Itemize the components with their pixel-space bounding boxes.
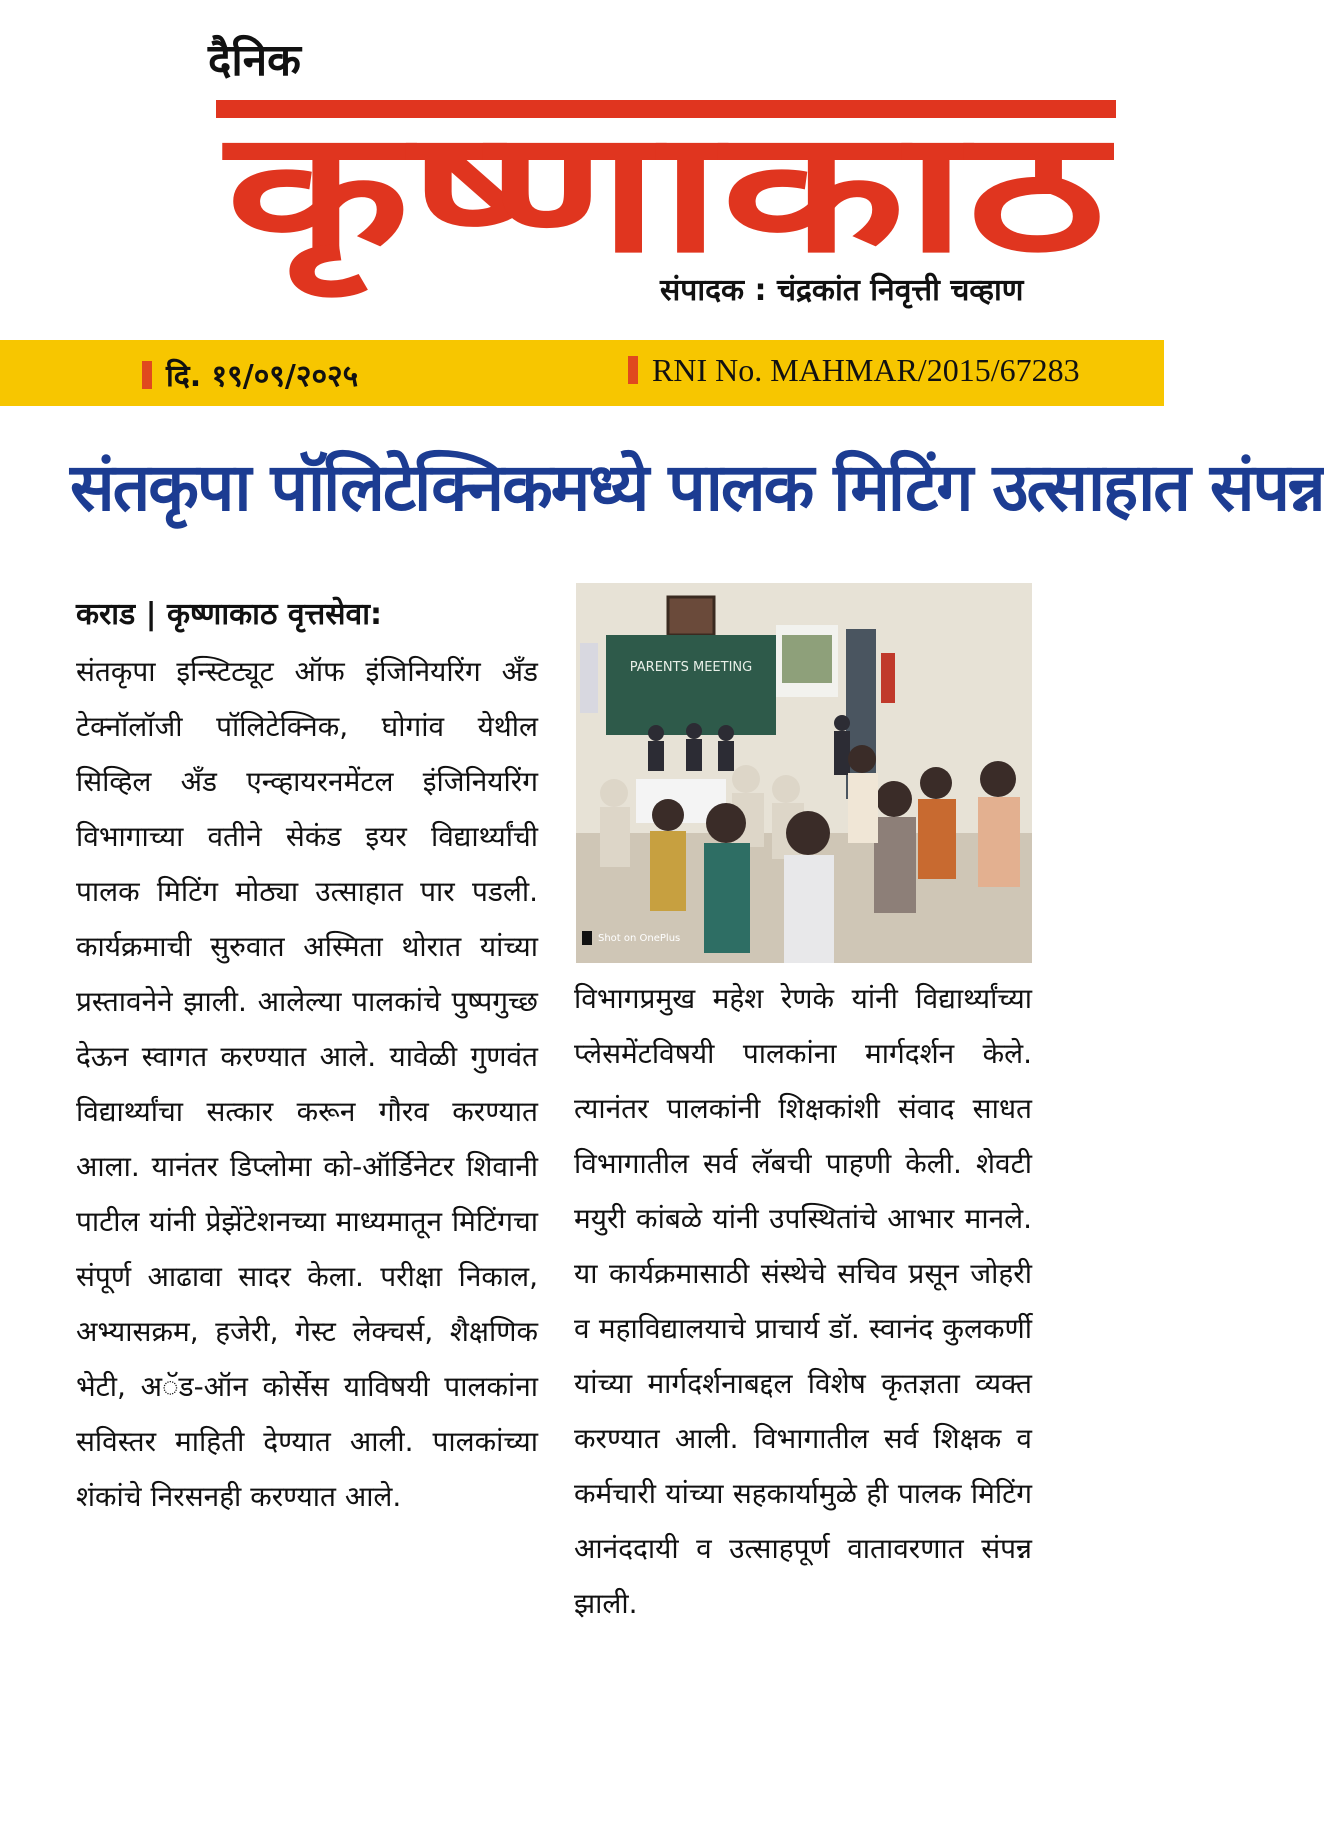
issue-date [142, 354, 358, 395]
column-right-text: विभागप्रमुख महेश रेणके यांनी विद्यार्थ्यांच्या प्लेसमेंटविषयी पालकांना मार्गदर्शन केले. त्यानंतर पालकांनी शिक्षकांशी संवाद साधत विभागातील सर्व लॅबची पाहणी केली. शेवटी मयुरी कांबळे यांनी उपस्थितांचे आभार मानले. या कार्यक्रमासाठी संस्थेचे सचिव प्रसून जोहरी व महाविद्यालयाचे प्राचार्य डॉ. स्वानंद कुलकर्णी यांच्या मार्गदर्शनाबद्दल विशेष कृतज्ञता व्यक्त करण्यात आली. विभागातील सर्व शिक्षक व कर्मचारी यांच्या सहकार्यामुळे ही पालक मिटिंग आनंददायी व उत्साहपूर्ण वातावरणात संपन्न झाली. [574, 982, 1033, 1620]
photo-watermark: Shot on OnePlus [598, 933, 681, 944]
info-band [0, 340, 1164, 406]
logo-wordmark: कृष्णाकाठ [226, 94, 845, 290]
issue-date-text: दि. १९/०९/२०२५ [166, 359, 359, 394]
editor-credit: संपादक : चंद्रकांत निवृत्ती चव्हाण [660, 273, 1024, 308]
column-left-text: संतकृपा इन्स्टिट्यूट ऑफ इंजिनियरिंग अँड टेक्नॉलॉजी पॉलिटेक्निक, घोगांव येथील सिव्हिल अँड एन्व्हायरनमेंटल इंजिनियरिंग विभागाच्या वतीने सेकंड इयर विद्यार्थ्यांची पालक मिटिंग मोठ्या उत्साहात पार पडली. कार्यक्रमाची सुरुवात अस्मिता थोरात यांच्या प्रस्तावनेने झाली. आलेल्या पालकांचे पुष्पगुच्छ देऊन स्वागत करण्यात आले. यावेळी गुणवंत विद्यार्थ्यांचा सत्कार करून गौरव करण्यात आला. यानंतर डिप्लोमा को-ऑर्डिनेटर शिवानी पाटील यांनी प्रेझेंटेशनच्या माध्यमातून मिटिंगचा संपूर्ण आढावा सादर केला. परीक्षा निकाल, अभ्यासक्रम, हजेरी, गेस्ट लेक्चर्स, शैक्षणिक भेटी, अॅड-ऑन कोर्सेस याविषयी पालकांना सविस्तर माहिती देण्यात आली. पालकांच्या शंकांचे निरसनही करण्यात आले. [76, 655, 538, 1513]
event-photo [576, 583, 1032, 963]
article-column-right [574, 971, 1032, 1631]
bullet-mark [628, 356, 638, 384]
chalkboard [606, 635, 776, 735]
board-text: PARENTS MEETING [629, 660, 753, 675]
masthead [0, 0, 1164, 340]
article-column-left [76, 590, 538, 1524]
rni-text: RNI No. MAHMAR/2015/67283 [652, 352, 1080, 388]
rni-number [628, 352, 1080, 389]
article-dateline: कराड | कृष्णाकाठ वृत्तसेवा: [76, 597, 382, 632]
bullet-mark [142, 361, 152, 389]
masthead-prefix: दैनिक [208, 35, 301, 86]
wall-frame [668, 597, 714, 635]
newspaper-logo [216, 94, 1116, 290]
article-headline: संतकृपा पॉलिटेक्निकमध्ये पालक मिटिंग उत्साहात संपन्न [70, 449, 1324, 526]
